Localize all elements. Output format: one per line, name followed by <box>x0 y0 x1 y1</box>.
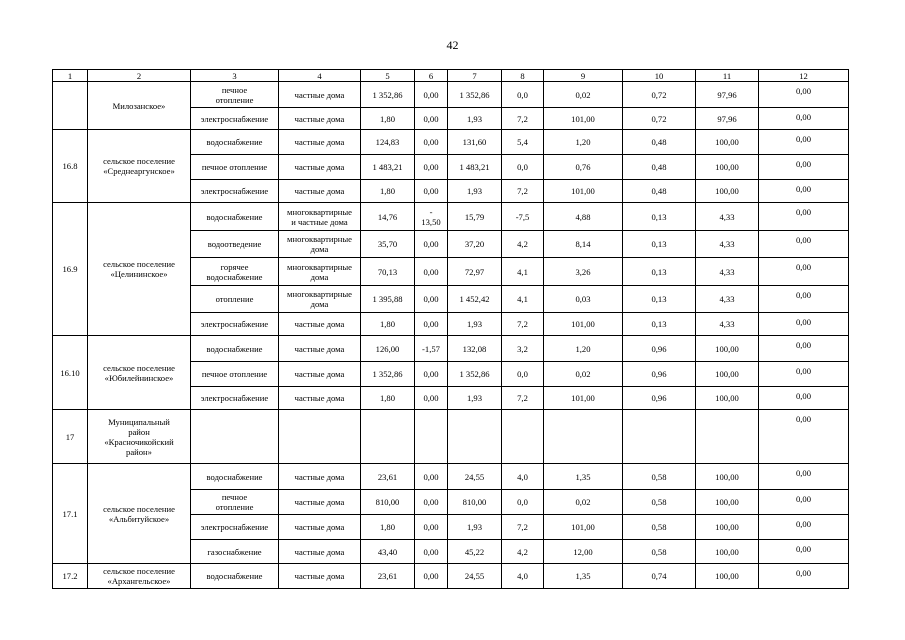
cell-col-6: 0,00 <box>415 564 448 589</box>
cell-col-3: электроснабжение <box>191 180 279 203</box>
cell-col-3: печное отопление <box>191 362 279 387</box>
cell-col-7: 1,93 <box>448 515 502 540</box>
table-row <box>53 130 849 155</box>
cell-col-6: 0,00 <box>415 286 448 313</box>
cell-col-6: 0,00 <box>415 108 448 130</box>
cell-col-4: многоквартирные дома <box>279 258 361 286</box>
cell-col-3: водоснабжение <box>191 336 279 362</box>
cell-col-5: 810,00 <box>361 490 415 515</box>
cell-col-12: 0,00 <box>759 336 849 362</box>
cell-col-9: 0,03 <box>544 286 623 313</box>
cell-col-4: частные дома <box>279 540 361 564</box>
cell-col-11: 100,00 <box>696 515 759 540</box>
cell-col-12: 0,00 <box>759 155 849 180</box>
cell-col-9: 101,00 <box>544 180 623 203</box>
cell-col-7: 1,93 <box>448 180 502 203</box>
cell-col-3 <box>191 410 279 464</box>
cell-col-12: 0,00 <box>759 130 849 155</box>
table-row <box>53 464 849 490</box>
cell-col-10 <box>623 410 696 464</box>
header-cell: 9 <box>544 70 623 82</box>
cell-col-5: 23,61 <box>361 564 415 589</box>
cell-col-7: 1,93 <box>448 108 502 130</box>
cell-col-2: сельское поселение «Альбитуйское» <box>88 464 191 564</box>
cell-col-7: 1 483,21 <box>448 155 502 180</box>
header-cell: 8 <box>502 70 544 82</box>
cell-col-11: 100,00 <box>696 155 759 180</box>
cell-col-4: частные дома <box>279 313 361 336</box>
cell-col-7: 72,97 <box>448 258 502 286</box>
cell-col-9: 1,35 <box>544 564 623 589</box>
cell-col-10: 0,96 <box>623 362 696 387</box>
cell-col-6: 0,00 <box>415 490 448 515</box>
cell-col-5: 124,83 <box>361 130 415 155</box>
cell-col-4: частные дома <box>279 108 361 130</box>
cell-col-5: 1 352,86 <box>361 82 415 108</box>
cell-col-7: 1 452,42 <box>448 286 502 313</box>
cell-col-11: 4,33 <box>696 231 759 258</box>
cell-col-4: частные дома <box>279 336 361 362</box>
cell-col-10: 0,13 <box>623 286 696 313</box>
cell-col-3: газоснабжение <box>191 540 279 564</box>
cell-col-5: 14,76 <box>361 203 415 231</box>
cell-col-8: 7,2 <box>502 108 544 130</box>
cell-col-3: печное отопление <box>191 490 279 515</box>
cell-col-8: 0,0 <box>502 490 544 515</box>
cell-col-12: 0,00 <box>759 258 849 286</box>
header-cell: 10 <box>623 70 696 82</box>
cell-col-12: 0,00 <box>759 564 849 589</box>
cell-col-3: водоснабжение <box>191 130 279 155</box>
cell-col-11: 97,96 <box>696 108 759 130</box>
cell-col-10: 0,58 <box>623 515 696 540</box>
cell-col-8: 7,2 <box>502 515 544 540</box>
cell-col-11: 100,00 <box>696 540 759 564</box>
cell-col-7: 1 352,86 <box>448 362 502 387</box>
cell-col-5: 1,80 <box>361 108 415 130</box>
cell-col-5: 1,80 <box>361 313 415 336</box>
cell-col-12: 0,00 <box>759 313 849 336</box>
cell-col-5: 43,40 <box>361 540 415 564</box>
cell-col-9: 101,00 <box>544 515 623 540</box>
cell-col-3: водоотведение <box>191 231 279 258</box>
cell-col-5: 1,80 <box>361 515 415 540</box>
cell-col-3: печное отопление <box>191 82 279 108</box>
cell-col-7: 1 352,86 <box>448 82 502 108</box>
header-cell: 7 <box>448 70 502 82</box>
cell-col-4: частные дома <box>279 180 361 203</box>
cell-col-8: 4,2 <box>502 231 544 258</box>
cell-col-9: 0,76 <box>544 155 623 180</box>
cell-col-10: 0,96 <box>623 387 696 410</box>
cell-col-8 <box>502 410 544 464</box>
cell-col-5: 1 352,86 <box>361 362 415 387</box>
cell-col-11: 97,96 <box>696 82 759 108</box>
cell-col-12: 0,00 <box>759 515 849 540</box>
cell-col-4: частные дома <box>279 464 361 490</box>
cell-col-10: 0,58 <box>623 490 696 515</box>
cell-col-2: сельское поселение «Архангельское» <box>88 564 191 589</box>
cell-col-9: 0,02 <box>544 490 623 515</box>
table-row <box>53 203 849 231</box>
table-row <box>53 336 849 362</box>
cell-col-7: 131,60 <box>448 130 502 155</box>
cell-col-4: частные дома <box>279 155 361 180</box>
cell-col-12: 0,00 <box>759 490 849 515</box>
cell-col-1: 17.2 <box>53 564 88 589</box>
cell-col-9: 101,00 <box>544 313 623 336</box>
cell-col-5: 35,70 <box>361 231 415 258</box>
cell-col-12: 0,00 <box>759 180 849 203</box>
cell-col-5: 1 395,88 <box>361 286 415 313</box>
cell-col-8: 4,2 <box>502 540 544 564</box>
cell-col-2: сельское поселение «Юбилейнинское» <box>88 336 191 410</box>
header-cell: 6 <box>415 70 448 82</box>
cell-col-6: -1,57 <box>415 336 448 362</box>
cell-col-12: 0,00 <box>759 231 849 258</box>
cell-col-4: многоквартирные дома <box>279 286 361 313</box>
cell-col-9: 1,20 <box>544 336 623 362</box>
cell-col-3: водоснабжение <box>191 564 279 589</box>
header-cell: 12 <box>759 70 849 82</box>
cell-col-8: 0,0 <box>502 82 544 108</box>
cell-col-2: сельское поселение «Целининское» <box>88 203 191 336</box>
cell-col-5: 1,80 <box>361 180 415 203</box>
cell-col-8: 0,0 <box>502 362 544 387</box>
cell-col-8: 4,0 <box>502 464 544 490</box>
cell-col-1: 17.1 <box>53 464 88 564</box>
cell-col-8: 5,4 <box>502 130 544 155</box>
header-cell: 5 <box>361 70 415 82</box>
cell-col-6: 0,00 <box>415 387 448 410</box>
header-cell: 2 <box>88 70 191 82</box>
cell-col-12: 0,00 <box>759 286 849 313</box>
cell-col-4: частные дома <box>279 564 361 589</box>
cell-col-5: 1,80 <box>361 387 415 410</box>
cell-col-9: 4,88 <box>544 203 623 231</box>
cell-col-4: частные дома <box>279 130 361 155</box>
cell-col-5 <box>361 410 415 464</box>
cell-col-3: печное отопление <box>191 155 279 180</box>
cell-col-9: 101,00 <box>544 387 623 410</box>
cell-col-8: 3,2 <box>502 336 544 362</box>
cell-col-6: 0,00 <box>415 515 448 540</box>
cell-col-11 <box>696 410 759 464</box>
cell-col-11: 4,33 <box>696 258 759 286</box>
cell-col-2: Милозанское» <box>88 82 191 130</box>
cell-col-7: 24,55 <box>448 464 502 490</box>
cell-col-6: 0,00 <box>415 180 448 203</box>
cell-col-8: 4,0 <box>502 564 544 589</box>
cell-col-6 <box>415 410 448 464</box>
cell-col-8: -7,5 <box>502 203 544 231</box>
cell-col-12: 0,00 <box>759 82 849 108</box>
cell-col-10: 0,13 <box>623 231 696 258</box>
cell-col-7: 37,20 <box>448 231 502 258</box>
cell-col-2: Муниципальный район «Красночикойский район» <box>88 410 191 464</box>
cell-col-3: электроснабжение <box>191 313 279 336</box>
cell-col-12: 0,00 <box>759 362 849 387</box>
cell-col-4: частные дома <box>279 362 361 387</box>
table-row <box>53 564 849 589</box>
header-cell: 1 <box>53 70 88 82</box>
cell-col-6: 0,00 <box>415 313 448 336</box>
cell-col-4: многоквартирные и частные дома <box>279 203 361 231</box>
cell-col-10: 0,58 <box>623 464 696 490</box>
cell-col-11: 100,00 <box>696 490 759 515</box>
cell-col-11: 100,00 <box>696 564 759 589</box>
cell-col-7: 810,00 <box>448 490 502 515</box>
cell-col-6: 0,00 <box>415 82 448 108</box>
cell-col-4: частные дома <box>279 490 361 515</box>
cell-col-5: 23,61 <box>361 464 415 490</box>
cell-col-6: 0,00 <box>415 540 448 564</box>
cell-col-1: 16.9 <box>53 203 88 336</box>
cell-col-12: 0,00 <box>759 203 849 231</box>
cell-col-11: 100,00 <box>696 362 759 387</box>
cell-col-5: 126,00 <box>361 336 415 362</box>
cell-col-8: 7,2 <box>502 313 544 336</box>
cell-col-4 <box>279 410 361 464</box>
cell-col-10: 0,13 <box>623 258 696 286</box>
header-row <box>53 70 849 82</box>
table-body <box>53 70 849 589</box>
cell-col-7: 132,08 <box>448 336 502 362</box>
cell-col-4: частные дома <box>279 387 361 410</box>
cell-col-9: 101,00 <box>544 108 623 130</box>
header-cell: 4 <box>279 70 361 82</box>
cell-col-10: 0,96 <box>623 336 696 362</box>
header-cell: 11 <box>696 70 759 82</box>
cell-col-11: 100,00 <box>696 180 759 203</box>
cell-col-11: 4,33 <box>696 313 759 336</box>
cell-col-1 <box>53 82 88 130</box>
cell-col-1: 16.10 <box>53 336 88 410</box>
cell-col-8: 7,2 <box>502 387 544 410</box>
cell-col-2: сельское поселение «Среднеаргунское» <box>88 130 191 203</box>
table-row <box>53 410 849 464</box>
cell-col-10: 0,13 <box>623 313 696 336</box>
cell-col-6: 0,00 <box>415 362 448 387</box>
cell-col-6: 0,00 <box>415 464 448 490</box>
cell-col-7 <box>448 410 502 464</box>
cell-col-5: 1 483,21 <box>361 155 415 180</box>
cell-col-6: - 13,50 <box>415 203 448 231</box>
cell-col-9: 0,02 <box>544 362 623 387</box>
cell-col-12: 0,00 <box>759 540 849 564</box>
cell-col-5: 70,13 <box>361 258 415 286</box>
cell-col-10: 0,13 <box>623 203 696 231</box>
cell-col-11: 100,00 <box>696 464 759 490</box>
cell-col-11: 4,33 <box>696 203 759 231</box>
cell-col-9: 1,35 <box>544 464 623 490</box>
cell-col-3: водоснабжение <box>191 464 279 490</box>
cell-col-10: 0,58 <box>623 540 696 564</box>
cell-col-9: 3,26 <box>544 258 623 286</box>
cell-col-12: 0,00 <box>759 410 849 464</box>
cell-col-3: электроснабжение <box>191 108 279 130</box>
cell-col-1: 17 <box>53 410 88 464</box>
cell-col-6: 0,00 <box>415 155 448 180</box>
cell-col-8: 4,1 <box>502 286 544 313</box>
cell-col-11: 100,00 <box>696 130 759 155</box>
cell-col-7: 45,22 <box>448 540 502 564</box>
cell-col-7: 15,79 <box>448 203 502 231</box>
cell-col-8: 7,2 <box>502 180 544 203</box>
table-row <box>53 82 849 108</box>
cell-col-8: 0,0 <box>502 155 544 180</box>
cell-col-12: 0,00 <box>759 387 849 410</box>
cell-col-7: 24,55 <box>448 564 502 589</box>
cell-col-9: 0,02 <box>544 82 623 108</box>
tariff-table <box>52 69 849 589</box>
cell-col-3: водоснабжение <box>191 203 279 231</box>
header-cell: 3 <box>191 70 279 82</box>
cell-col-4: многоквартирные дома <box>279 231 361 258</box>
cell-col-9: 12,00 <box>544 540 623 564</box>
cell-col-11: 100,00 <box>696 336 759 362</box>
cell-col-7: 1,93 <box>448 387 502 410</box>
cell-col-6: 0,00 <box>415 130 448 155</box>
cell-col-10: 0,48 <box>623 155 696 180</box>
cell-col-8: 4,1 <box>502 258 544 286</box>
cell-col-3: горячее водоснабжение <box>191 258 279 286</box>
cell-col-10: 0,74 <box>623 564 696 589</box>
cell-col-9 <box>544 410 623 464</box>
cell-col-10: 0,72 <box>623 82 696 108</box>
cell-col-4: частные дома <box>279 82 361 108</box>
cell-col-3: отопление <box>191 286 279 313</box>
cell-col-7: 1,93 <box>448 313 502 336</box>
cell-col-10: 0,48 <box>623 180 696 203</box>
cell-col-10: 0,48 <box>623 130 696 155</box>
cell-col-11: 100,00 <box>696 387 759 410</box>
cell-col-3: электроснабжение <box>191 387 279 410</box>
cell-col-6: 0,00 <box>415 231 448 258</box>
cell-col-10: 0,72 <box>623 108 696 130</box>
cell-col-3: электроснабжение <box>191 515 279 540</box>
cell-col-9: 8,14 <box>544 231 623 258</box>
cell-col-1: 16.8 <box>53 130 88 203</box>
cell-col-12: 0,00 <box>759 108 849 130</box>
cell-col-4: частные дома <box>279 515 361 540</box>
cell-col-9: 1,20 <box>544 130 623 155</box>
page-number: 42 <box>446 38 459 52</box>
cell-col-12: 0,00 <box>759 464 849 490</box>
cell-col-6: 0,00 <box>415 258 448 286</box>
cell-col-11: 4,33 <box>696 286 759 313</box>
